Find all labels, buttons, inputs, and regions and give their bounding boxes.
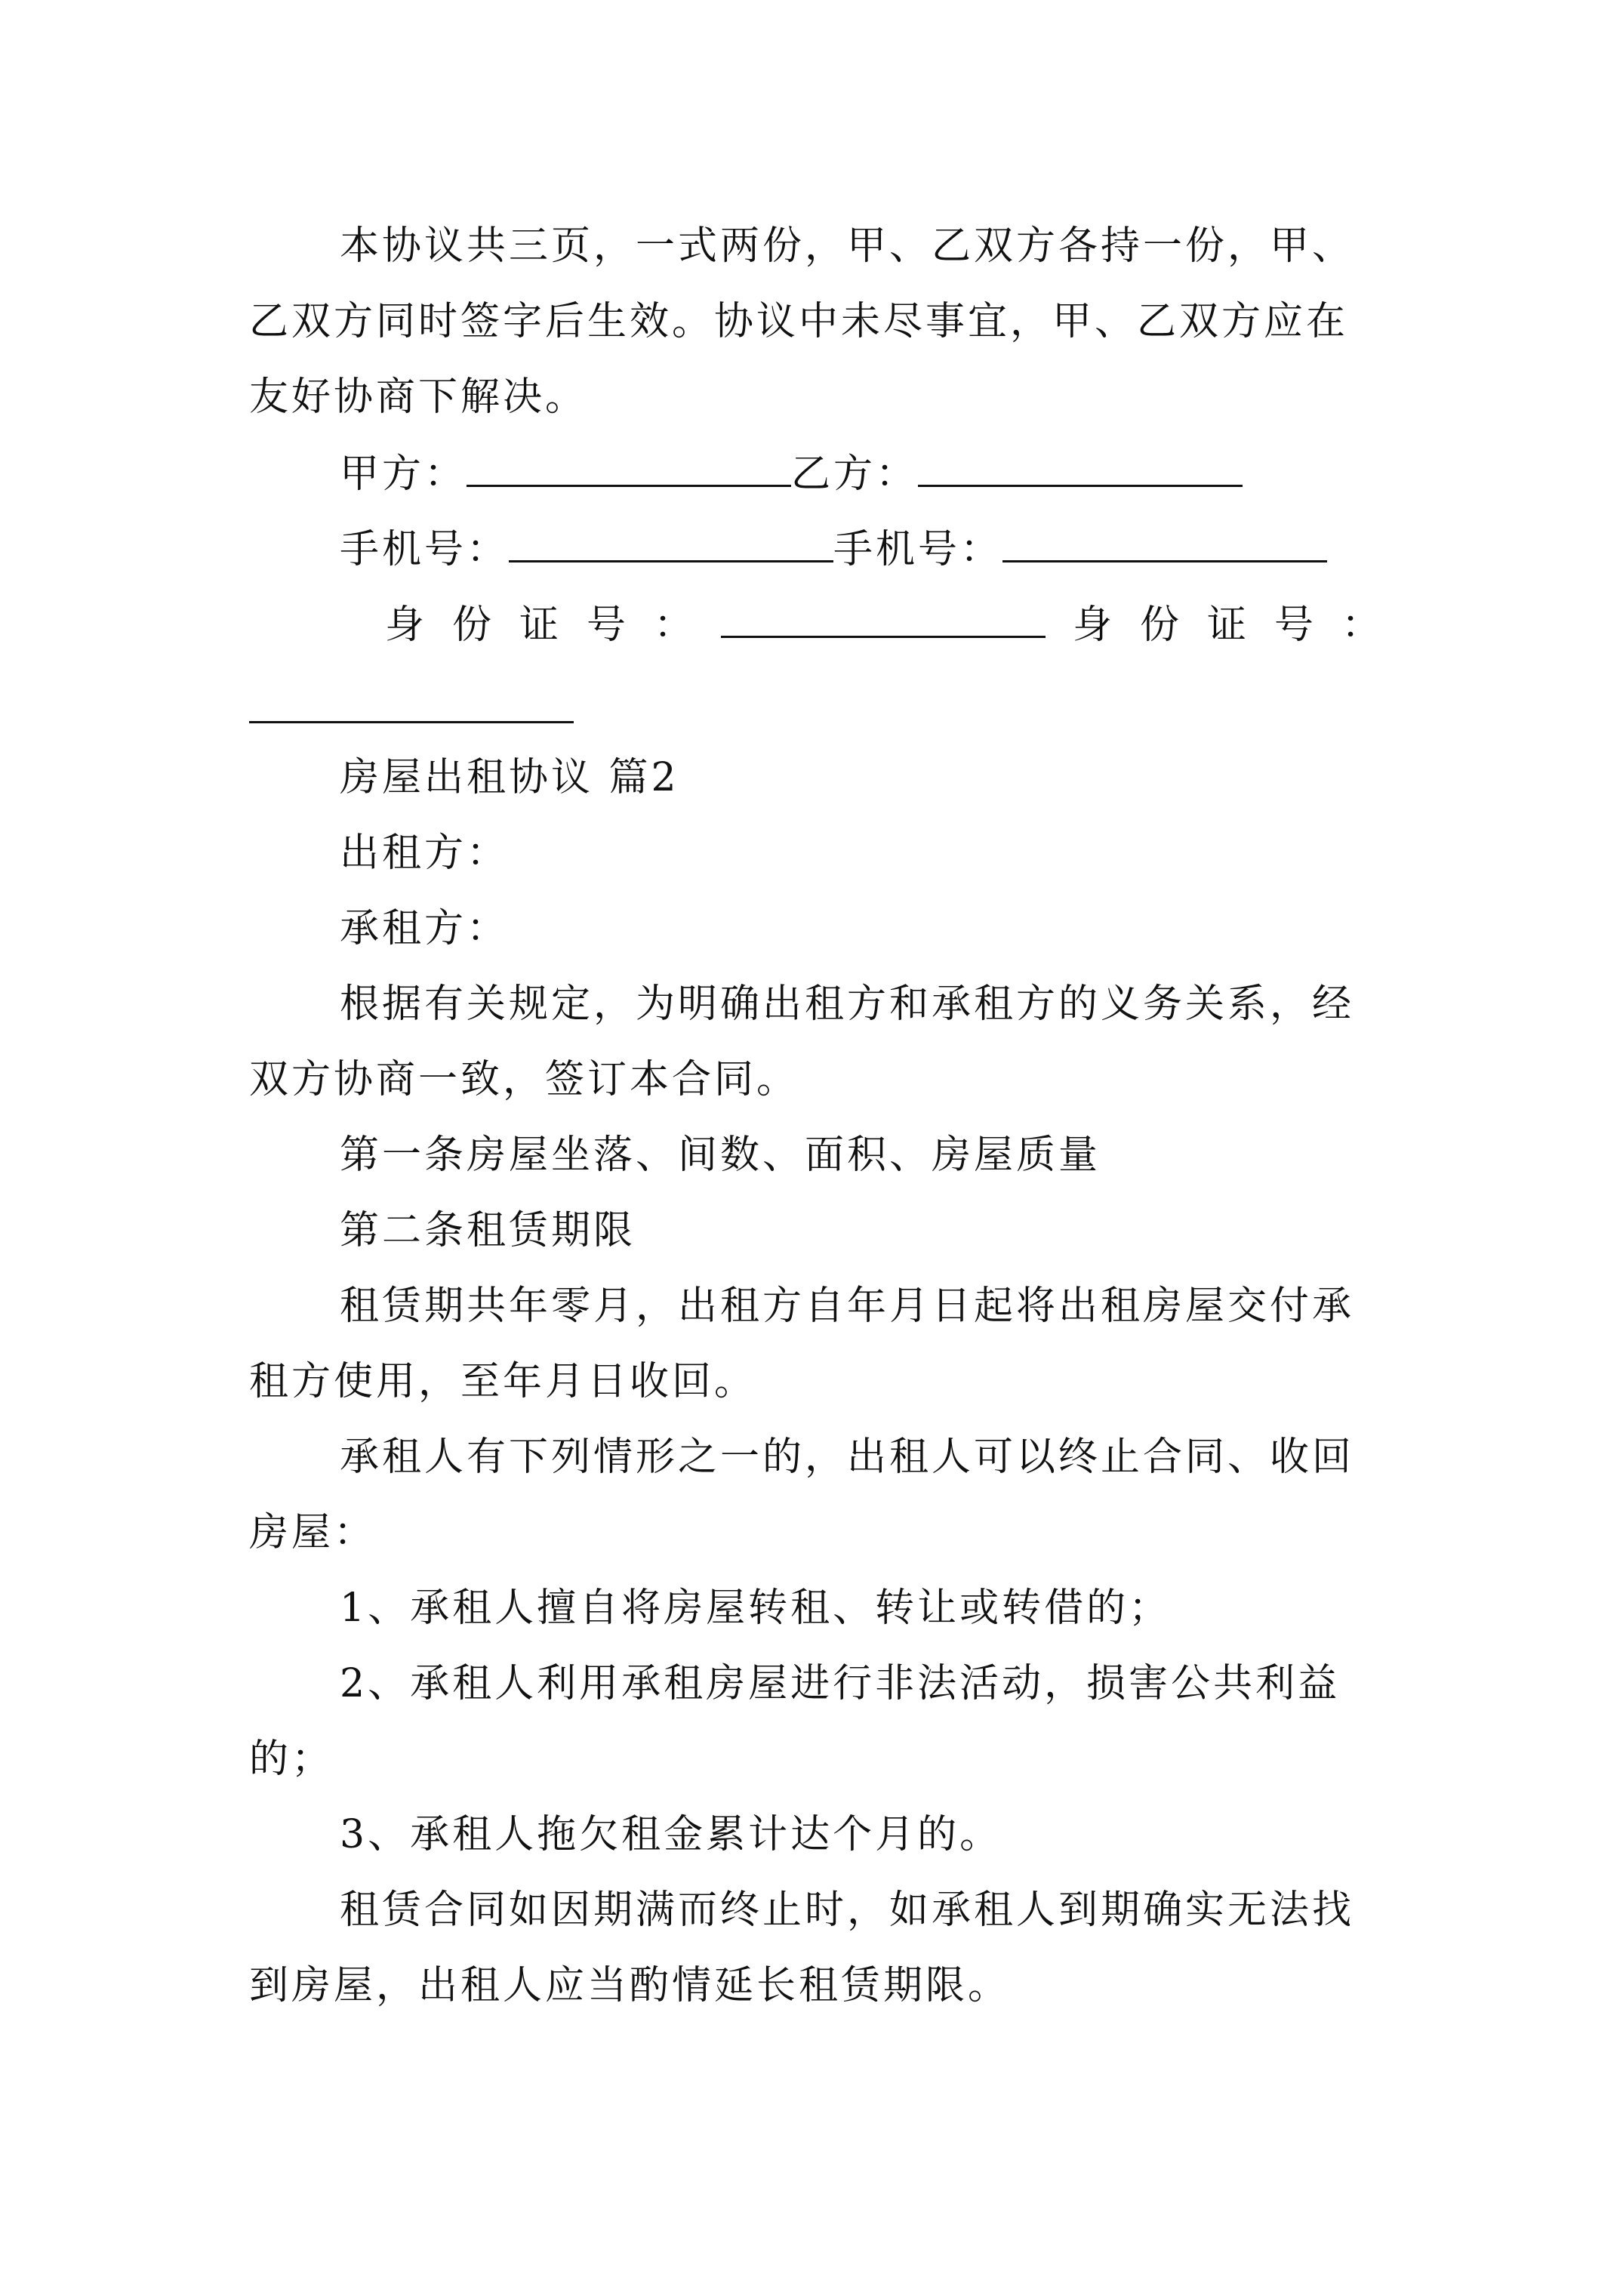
lessee-label: 承租方： [340,906,510,951]
signature-row-parties [340,450,1243,497]
article-2-heading: 第二条租赁期限 [340,1208,636,1253]
phone-a-label: 手机号： [340,527,510,572]
agreement-copies-line-2: 乙双方同时签字后生效。协议中未尽事宜，甲、乙双方应在 [249,299,1349,344]
phone-b-blank [1002,525,1327,562]
id-a-label: 身份证号： [385,603,722,648]
lessor-label: 出租方： [340,831,510,876]
list-item-2-line-1: 2、承租人利用承租房屋进行非法活动，损害公共利益 [340,1661,1341,1706]
id-b-label: 身份证号： [1073,603,1409,648]
expire-line-2: 到房屋，出租人应当酌情延长租赁期限。 [249,1963,1011,2008]
signature-row-id [385,601,1409,648]
phone-b-label: 手机号： [833,527,1003,572]
party-a-blank [467,450,791,487]
term-line-1: 租赁期共年零月，出租方自年月日起将出租房屋交付承 [340,1284,1355,1329]
party-b-blank [918,450,1243,487]
list-item-3: 3、承租人拖欠租金累计达个月的。 [340,1812,1002,1857]
id-b-blank [249,721,574,723]
party-a-label: 甲方： [340,451,467,497]
agreement-copies-line-3: 友好协商下解决。 [249,374,588,420]
list-item-1: 1、承租人擅自将房屋转租、转让或转借的； [340,1586,1172,1631]
terminate-line-2: 房屋： [249,1510,377,1555]
expire-line-1: 租赁合同如因期满而终止时，如承租人到期确实无法找 [340,1888,1355,1933]
list-item-2-line-2: 的； [249,1737,334,1782]
section-heading: 房屋出租协议 篇2 [340,755,679,800]
intro-line-1: 根据有关规定，为明确出租方和承租方的义务关系，经 [340,982,1355,1027]
id-a-blank [721,601,1046,638]
term-line-2: 租方使用，至年月日收回。 [249,1359,757,1404]
intro-line-2: 双方协商一致，签订本合同。 [249,1057,799,1102]
article-1-heading: 第一条房屋坐落、间数、面积、房屋质量 [340,1133,1101,1178]
signature-row-phone [340,525,1327,572]
terminate-line-1: 承租人有下列情形之一的，出租人可以终止合同、收回 [340,1435,1355,1480]
party-b-label: 乙方： [791,451,919,497]
agreement-copies-line-1: 本协议共三页，一式两份，甲、乙双方各持一份，甲、 [340,223,1355,269]
phone-a-blank [509,525,833,562]
